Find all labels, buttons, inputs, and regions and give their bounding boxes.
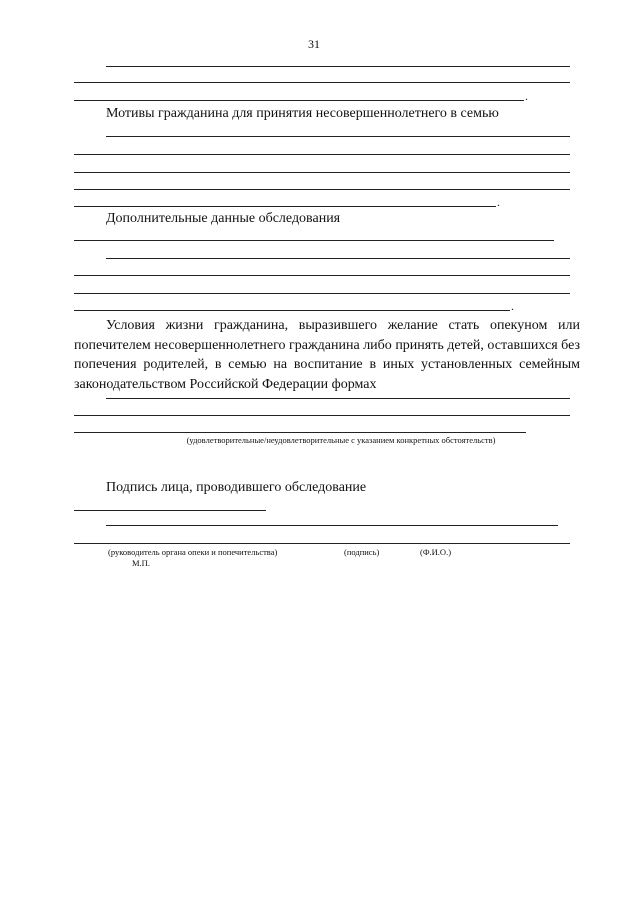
conditions-paragraph — [74, 316, 580, 394]
blank-line[interactable] — [74, 154, 570, 155]
signature-line[interactable] — [74, 510, 266, 511]
blank-line[interactable] — [106, 258, 570, 259]
line-period: . — [525, 89, 528, 103]
blank-line[interactable] — [74, 82, 570, 83]
conditions-text: Условия жизни гражданина, выразившего желание стать опекуном или попечителем несовершеннолетнего гражданина либо принять детей, оставшихся без попечения родителей, в семью на воспитание в иных установленных семейным законодательством Российской Федерации формах — [74, 318, 580, 392]
blank-line[interactable] — [74, 172, 570, 173]
blank-line[interactable] — [74, 543, 570, 544]
blank-line[interactable] — [106, 398, 570, 399]
blank-line[interactable] — [74, 415, 570, 416]
blank-line[interactable] — [74, 240, 554, 241]
caption-head: (руководитель органа опеки и попечительства) — [108, 547, 278, 557]
line-period: . — [497, 195, 500, 209]
caption-sign: (подпись) — [344, 547, 380, 557]
conditions-note: (удовлетворительные/неудовлетворительные с указанием конкретных обстоятельств) — [186, 435, 496, 445]
motives-label: Мотивы гражданина для принятия несовершеннолетнего в семью — [106, 106, 499, 121]
blank-line[interactable] — [74, 100, 524, 101]
caption-fio: (Ф.И.О.) — [420, 547, 452, 557]
blank-line[interactable] — [74, 432, 526, 433]
blank-line[interactable] — [106, 525, 558, 526]
blank-line[interactable] — [106, 66, 570, 67]
line-period: . — [511, 299, 514, 313]
blank-line[interactable] — [74, 189, 570, 190]
page-number: 31 — [308, 37, 320, 51]
blank-line[interactable] — [74, 275, 570, 276]
stamp-label: М.П. — [132, 558, 150, 568]
blank-line[interactable] — [74, 206, 496, 207]
signature-label: Подпись лица, проводившего обследование — [106, 480, 367, 495]
blank-line[interactable] — [74, 310, 510, 311]
additional-label: Дополнительные данные обследования — [106, 211, 341, 226]
blank-line[interactable] — [106, 136, 570, 137]
blank-line[interactable] — [74, 293, 570, 294]
